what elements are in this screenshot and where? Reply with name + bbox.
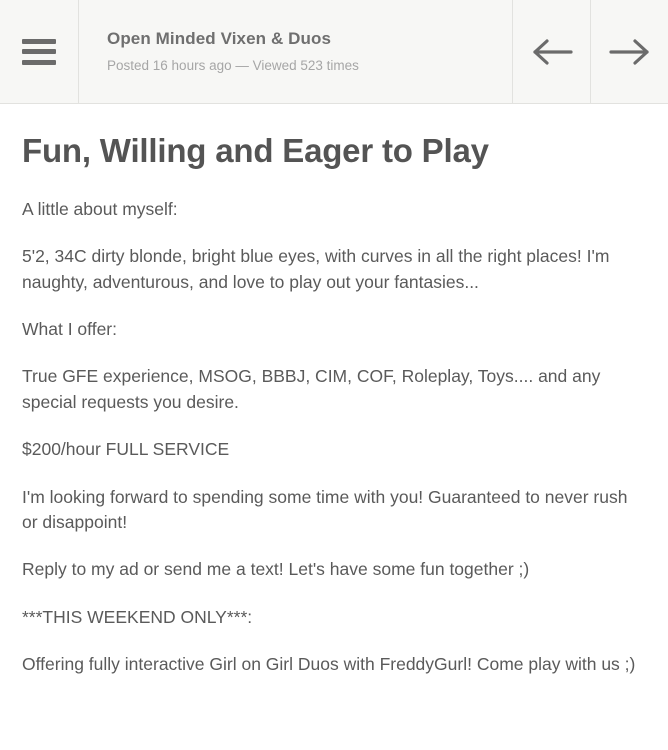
next-ad-button[interactable]	[591, 0, 668, 103]
ad-paragraph: What I offer:	[22, 319, 117, 340]
ad-paragraph: Offering fully interactive Girl on Girl Duos with FreddyGurl! Come play with us ;)	[22, 654, 636, 675]
ad-paragraph: Reply to my ad or send me a text! Let's have some fun together ;)	[22, 559, 530, 580]
arrow-left-icon	[531, 37, 573, 67]
arrow-right-icon	[609, 37, 651, 67]
ad-paragraph: True GFE experience, MSOG, BBBJ, CIM, COF, Roleplay, Toys.... and any special requests you desire.	[22, 366, 601, 412]
ad-paragraph: I'm looking forward to spending some time with you! Guaranteed to never rush or disappoint!	[22, 486, 628, 532]
page-title: Fun, Willing and Eager to Play	[22, 132, 489, 169]
ad-meta: Posted 16 hours ago — Viewed 523 times	[107, 58, 359, 74]
ad-body	[0, 104, 668, 677]
ad-paragraph: $200/hour FULL SERVICE	[22, 439, 230, 460]
ad-header-info	[79, 0, 513, 103]
menu-button[interactable]	[0, 0, 79, 103]
ad-paragraph: A little about myself:	[22, 198, 178, 219]
ad-paragraph: ***THIS WEEKEND ONLY***:	[22, 606, 253, 627]
top-header-bar	[0, 0, 668, 104]
hamburger-menu-icon	[22, 39, 56, 65]
ad-paragraph: 5'2, 34C dirty blonde, bright blue eyes, with curves in all the right places! I'm naughty, adventurous, and love to play out your fantasies...	[22, 246, 610, 292]
ad-title: Open Minded Vixen & Duos	[107, 28, 332, 48]
previous-ad-button[interactable]	[513, 0, 591, 103]
